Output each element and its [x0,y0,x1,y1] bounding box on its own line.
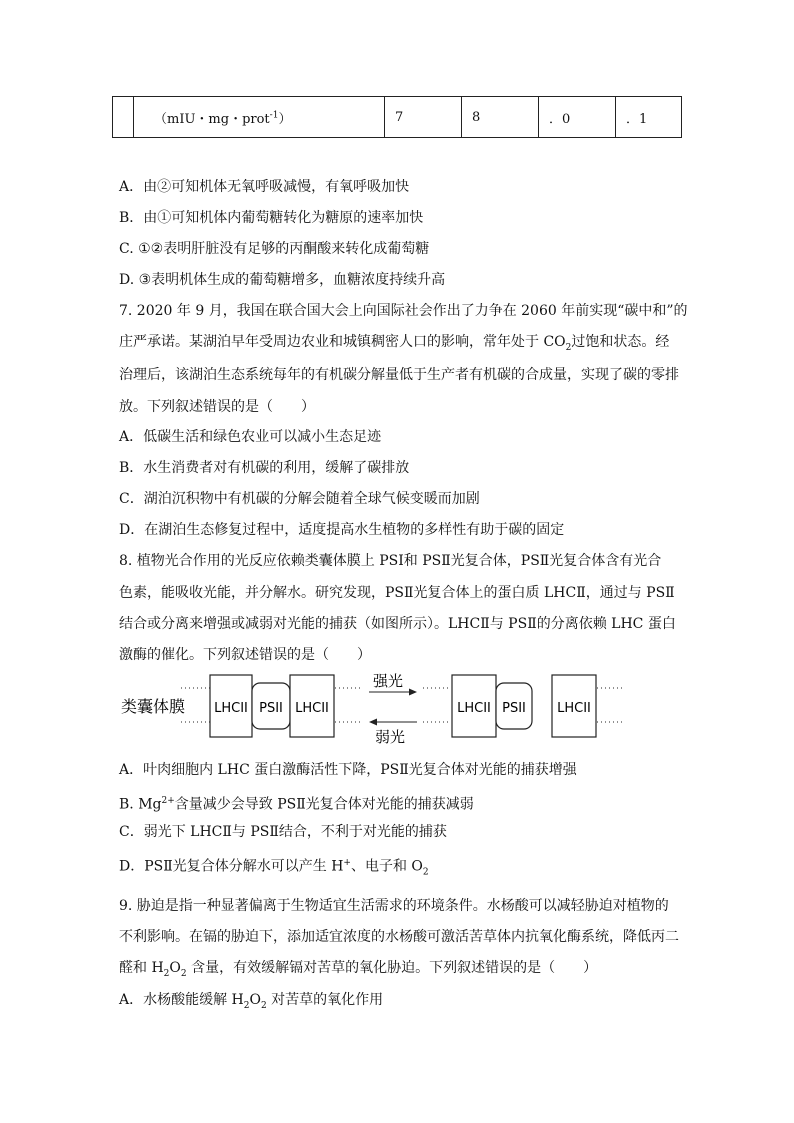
ps-label: PSII [259,701,283,716]
q9-stem-line: 不利影响。在镉的胁迫下，添加适宜浓度的水杨酸可激活苦草体内抗氧化酶系统，降低丙二 [119,929,679,945]
right-arrowhead [409,689,417,696]
q9-option-a: A．水杨酸能缓解 $H_2O_2$ 对苦草的氧化作用 [119,992,384,1011]
lhc-label: LHCII [457,701,491,716]
q6-option-c: C. ①②表明肝脏没有足够的丙酮酸来转化成葡萄糖 [119,241,430,257]
q7-option-d: D．在湖泊生态修复过程中，适度提高水生植物的多样性有助于碳的固定 [119,522,565,538]
lhc-label: LHCII [557,701,591,716]
q6-option-d: D. ③表明机体生成的葡萄糖增多，血糖浓度持续升高 [119,272,446,288]
table-cell: ．1 [616,97,682,138]
q8-option-b: B. $Mg^{2+}$含量减少会导致 PSⅡ光复合体对光能的捕获减弱 [119,796,474,813]
table-cell: 8 [462,97,539,138]
q7-option-b: B．水生消费者对有机碳的利用，缓解了碳排放 [119,460,410,476]
thylakoid-diagram [119,670,639,746]
lhc-label: LHCII [214,701,248,716]
q8-stem-line: 结合或分离来增强或减弱对光能的捕获（如图所示）。LHCⅡ与 PSⅡ的分离依赖 LHC 蛋白 [119,616,676,632]
data-table [112,96,682,138]
q9-stem-line: 醛和 $H_2O_2$ 含量，有效缓解镉对苦草的氧化胁迫。下列叙述错误的是（ ） [119,960,598,979]
table-cell: ．0 [539,97,616,138]
strong-light-label: 强光 [373,672,404,690]
table-row [113,97,682,138]
q9-stem-line: 9. 胁迫是指一种显著偏离于生物适宜生活需求的环境条件。水杨酸可以减轻胁迫对植物的 [119,898,669,914]
q7-stem-line: 治理后，该湖泊生态系统每年的有机碳分解量低于生产者有机碳的合成量，实现了碳的零排 [119,367,679,383]
q7-option-a: A．低碳生活和绿色农业可以减小生态足迹 [119,429,382,445]
q8-option-d: D．PSⅡ光复合体分解水可以产生 H+、电子和 $O_2$ [119,858,429,878]
q6-option-a: A．由②可知机体无氧呼吸减慢，有氧呼吸加快 [119,179,410,195]
table-cell-unit: （mIU・mg・prot$^{-1}$） [134,97,385,138]
lhc-label: LHCII [295,701,329,716]
q7-option-c: C．湖泊沉积物中有机碳的分解会随着全球气候变暖而加剧 [119,491,480,507]
q8-stem-line: 激酶的催化。下列叙述错误的是（ ） [119,647,371,663]
membrane-label: 类囊体膜 [121,697,186,716]
table-cell: 7 [385,97,462,138]
weak-light-label: 弱光 [375,728,406,746]
q7-stem-line: 7. 2020 年 9 月，我国在联合国大会上向国际社会作出了力争在 2060 年前实现“碳中和”的 [119,303,688,319]
q7-stem-line: 庄严承诺。某湖泊早年受周边农业和城镇稠密人口的影响，常年处于 $CO_2$过饱和状态。经 [119,334,670,353]
q8-stem-line: 色素，能吸收光能，并分解水。研究发现，PSⅡ光复合体上的蛋白质 LHCⅡ，通过与 PSⅡ [119,585,675,601]
q6-option-b: B．由①可知机体内葡萄糖转化为糖原的速率加快 [119,210,424,226]
q8-option-a: A．叶肉细胞内 LHC 蛋白激酶活性下降，PSⅡ光复合体对光能的捕获增强 [119,762,577,778]
ps-label: PSII [502,701,526,716]
q8-stem-line: 8. 植物光合作用的光反应依赖类囊体膜上 PSⅠ和 PSⅡ光复合体，PSⅡ光复合体含有光合 [119,553,662,569]
left-arrowhead [369,719,377,726]
table-cell [113,97,134,138]
q7-stem-line: 放。下列叙述错误的是（ ） [119,399,315,415]
q8-option-c: C．弱光下 LHCⅡ与 PSⅡ结合，不利于对光能的捕获 [119,824,447,840]
